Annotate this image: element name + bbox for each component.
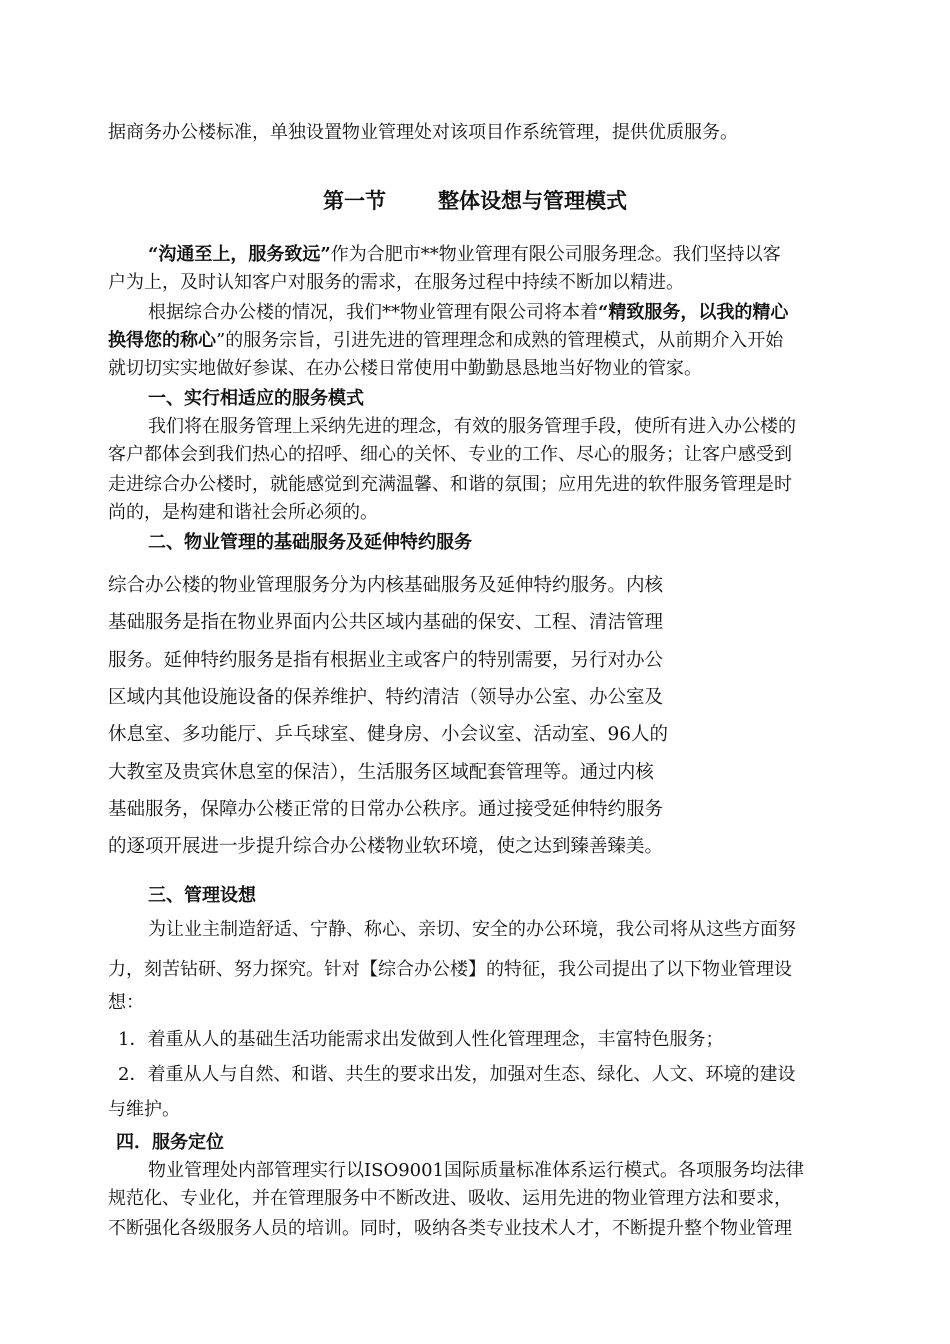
section-title	[0, 186, 950, 216]
text-line: 客户都体会到我们热心的招呼、细心的关怀、专业的工作、尽心的服务；让客户感受到	[108, 444, 792, 465]
para2-text: ”的服务宗旨，引进先进的管理理念和成熟的管理模式，从前期介入开始	[216, 330, 784, 351]
heading-4: 四．服务定位	[116, 1132, 224, 1153]
text-line: 走进综合办公楼时，就能感觉到充满温馨、和谐的氛围；应用先进的软件服务管理是时	[108, 474, 792, 495]
text-line: 大教室及贵宾休息室的保洁），生活服务区域配套管理等。通过内核	[108, 762, 654, 783]
section-title-text: 整体设想与管理模式	[438, 188, 627, 213]
heading-3: 三、管理设想	[148, 885, 256, 906]
list-item: 2．着重从人与自然、和谐、共生的要求出发，加强对生态、绿化、人文、环境的建设	[118, 1064, 796, 1085]
text-line: 规范化、专业化，并在管理服务中不断改进、吸收、运用先进的物业管理方法和要求，	[108, 1188, 792, 1209]
slogan-part-1: “精致服务，以我的精心	[598, 302, 789, 323]
intro-line-1	[148, 242, 781, 268]
para2-line-1	[148, 300, 788, 326]
text-line: 的逐项开展进一步提升综合办公楼物业软环境，使之达到臻善臻美。	[108, 836, 664, 857]
slogan-part-2: 换得您的称心	[108, 330, 216, 351]
text-line: 物业管理处内部管理实行以ISO9001国际质量标准体系运行模式。各项服务均法律	[148, 1160, 805, 1181]
section-number: 第一节	[323, 188, 386, 213]
text-line: 力，刻苦钻研、努力探究。针对【综合办公楼】的特征，我公司提出了以下物业管理设	[108, 959, 792, 980]
para2-line-2	[108, 328, 783, 354]
text-line: 综合办公楼的物业管理服务分为内核基础服务及延伸特约服务。内核	[108, 575, 664, 596]
text-line: 为让业主制造舒适、宁静、称心、亲切、安全的办公环境，我公司将从这些方面努	[148, 919, 796, 940]
intro-text: 作为合肥市**物业管理有限公司服务理念。我们坚持以客	[330, 244, 781, 265]
list-item-continued: 与维护。	[108, 1099, 180, 1120]
text-line: 服务。延伸特约服务是指有根据业主或客户的特别需要，另行对办公	[108, 650, 664, 671]
text-line: 想：	[108, 992, 144, 1013]
text-line: 不断强化各级服务人员的培训。同时，吸纳各类专业技术人才，不断提升整个物业管理	[108, 1218, 792, 1239]
text-line: 据商务办公楼标准，单独设置物业管理处对该项目作系统管理，提供优质服务。	[108, 122, 738, 143]
para2-text: 根据综合办公楼的情况，我们**物业管理有限公司将本着	[148, 302, 598, 323]
text-line: 我们将在服务管理上采纳先进的理念，有效的服务管理手段，使所有进入办公楼的	[148, 416, 796, 437]
text-line: 休息室、多功能厅、乒乓球室、健身房、小会议室、活动室、96人的	[108, 724, 669, 745]
text-line: 就切切实实地做好参谋、在办公楼日常使用中勤勤恳恳地当好物业的管家。	[108, 358, 702, 379]
text-line: 区域内其他设施设备的保养维护、特约清洁（领导办公室、办公室及	[108, 687, 664, 708]
heading-2: 二、物业管理的基础服务及延伸特约服务	[148, 532, 472, 553]
motto: “沟通至上，服务致远”	[148, 244, 331, 265]
text-line: 基础服务是指在物业界面内公共区域内基础的保安、工程、清洁管理	[108, 612, 664, 633]
text-line: 户为上，及时认知客户对服务的需求，在服务过程中持续不断加以精进。	[108, 272, 684, 293]
list-item: 1．着重从人的基础生活功能需求出发做到人性化管理理念，丰富特色服务；	[118, 1029, 724, 1050]
text-line: 基础服务，保障办公楼正常的日常办公秩序。通过接受延伸特约服务	[108, 799, 664, 820]
text-line: 尚的，是构建和谐社会所必须的。	[108, 502, 378, 523]
heading-1: 一、实行相适应的服务模式	[148, 388, 364, 409]
